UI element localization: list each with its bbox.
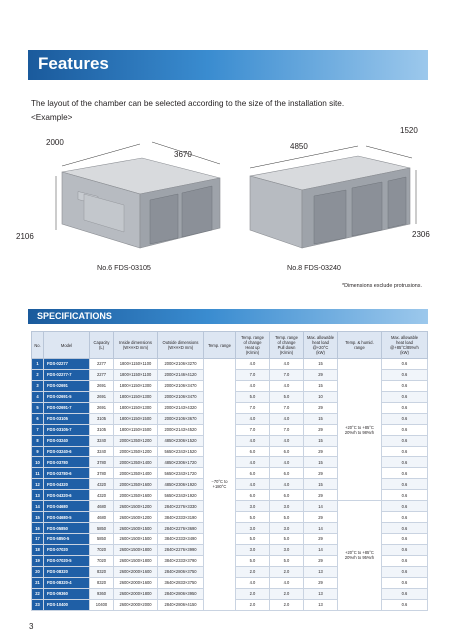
cell-heat-load-20: 29 [304, 490, 338, 501]
cell-heat-load-20: 29 [304, 369, 338, 380]
cell-pull-down: 4.0 [270, 577, 304, 588]
cell-inside-dimensions: 2000×1350×1600 [114, 490, 158, 501]
cell-pull-down: 2.0 [270, 599, 304, 610]
cell-heat-load-20: 13 [304, 588, 338, 599]
cell-no: 16 [32, 523, 44, 534]
page-number: 3 [29, 622, 34, 631]
cell-heat-load-85: 0.6 [382, 523, 428, 534]
cell-inside-dimensions: 1800×1150×1100 [114, 369, 158, 380]
cell-heat-load-20: 29 [304, 577, 338, 588]
cell-outside-dimensions: 2840×2276×3690 [158, 523, 204, 534]
cell-pull-down: 6.0 [270, 446, 304, 457]
cell-outside-dimensions: 4850×2306×1720 [158, 457, 204, 468]
cell-heat-load-85: 0.6 [382, 534, 428, 545]
header-model: Model [44, 332, 90, 359]
cell-temp-humid-range: +20°C to +85°C 20%rh to 98%rh [338, 359, 382, 501]
cell-heat-up: 6.0 [236, 490, 270, 501]
table-row [32, 359, 428, 370]
cell-heat-up: 4.0 [236, 359, 270, 370]
cell-heat-up: 7.0 [236, 369, 270, 380]
cell-capacity: 3240 [90, 435, 114, 446]
cell-no: 1 [32, 359, 44, 370]
cell-outside-dimensions: 2000×2106×3470 [158, 391, 204, 402]
cell-heat-load-85: 0.6 [382, 369, 428, 380]
chamber-figure-no8 [240, 120, 432, 280]
cell-no: 8 [32, 435, 44, 446]
cell-inside-dimensions: 2000×1350×1400 [114, 457, 158, 468]
cell-no: 14 [32, 501, 44, 512]
table-header-row [32, 332, 428, 359]
cell-model: FDS-10400 [44, 599, 90, 610]
cell-capacity: 7020 [90, 544, 114, 555]
cell-no: 21 [32, 577, 44, 588]
cell-heat-load-20: 29 [304, 424, 338, 435]
cell-pull-down: 7.0 [270, 402, 304, 413]
intro-example-label: <Example> [31, 113, 73, 122]
cell-model: FDS-04680-5 [44, 512, 90, 523]
cell-no: 2 [32, 369, 44, 380]
cell-model: FDS-07020-5 [44, 555, 90, 566]
cell-heat-up: 7.0 [236, 402, 270, 413]
cell-heat-load-85: 0.6 [382, 468, 428, 479]
cell-heat-up: 5.0 [236, 512, 270, 523]
cell-outside-dimensions: 5650×2343×1720 [158, 468, 204, 479]
cell-heat-up: 4.0 [236, 380, 270, 391]
cell-heat-up: 3.0 [236, 501, 270, 512]
cell-no: 3 [32, 380, 44, 391]
cell-heat-load-20: 29 [304, 512, 338, 523]
cell-model: FDS-03240-6 [44, 446, 90, 457]
cell-heat-load-20: 10 [304, 391, 338, 402]
specifications-title: SPECIFICATIONS [37, 311, 112, 321]
cell-heat-up: 4.0 [236, 479, 270, 490]
cell-capacity: 8320 [90, 577, 114, 588]
cell-pull-down: 4.0 [270, 359, 304, 370]
cell-capacity: 3105 [90, 413, 114, 424]
cell-model: FDS-02691 [44, 380, 90, 391]
cell-heat-load-20: 29 [304, 446, 338, 457]
cell-outside-dimensions: 4850×2306×1520 [158, 435, 204, 446]
features-title: Features [38, 54, 109, 73]
cell-heat-load-85: 0.6 [382, 566, 428, 577]
cell-inside-dimensions: 2600×1500×1200 [114, 501, 158, 512]
cell-no: 22 [32, 588, 44, 599]
cell-heat-load-85: 0.6 [382, 599, 428, 610]
cell-outside-dimensions: 2000×2106×3670 [158, 413, 204, 424]
header-outside-dimensions: Outside dimensions (W×H×D mm) [158, 332, 204, 359]
cell-pull-down: 5.0 [270, 555, 304, 566]
dim-width-no6: 3670 [174, 150, 192, 159]
cell-outside-dimensions: 2840×2276×3990 [158, 544, 204, 555]
cell-pull-down: 7.0 [270, 369, 304, 380]
cell-heat-load-85: 0.6 [382, 588, 428, 599]
cell-inside-dimensions: 2600×1500×1500 [114, 523, 158, 534]
header-heat-up: Temp. range of change Heat up (K/min) [236, 332, 270, 359]
cell-model: FDS-08320 [44, 566, 90, 577]
cell-model: FDS-07020 [44, 544, 90, 555]
cell-pull-down: 4.0 [270, 380, 304, 391]
cell-no: 13 [32, 490, 44, 501]
cell-inside-dimensions: 1800×1150×1300 [114, 391, 158, 402]
cell-model: FDS-02277-7 [44, 369, 90, 380]
cell-outside-dimensions: 2000×2106×3270 [158, 359, 204, 370]
cell-heat-up: 4.0 [236, 457, 270, 468]
cell-no: 20 [32, 566, 44, 577]
cell-model: FDS-04320 [44, 479, 90, 490]
cell-capacity: 4320 [90, 479, 114, 490]
cell-outside-dimensions: 3840×2333×3790 [158, 555, 204, 566]
cell-no: 10 [32, 457, 44, 468]
cell-heat-up: 2.0 [236, 599, 270, 610]
cell-heat-load-20: 13 [304, 599, 338, 610]
cell-heat-load-85: 0.6 [382, 359, 428, 370]
cell-no: 12 [32, 479, 44, 490]
cell-heat-up: 5.0 [236, 391, 270, 402]
cell-pull-down: 4.0 [270, 435, 304, 446]
cell-pull-down: 6.0 [270, 490, 304, 501]
dimension-note: *Dimensions exclude protrusions. [342, 283, 422, 289]
cell-heat-load-20: 14 [304, 523, 338, 534]
figure-caption-no6: No.6 FDS-03105 [97, 263, 151, 272]
cell-pull-down: 5.0 [270, 534, 304, 545]
cell-no: 15 [32, 512, 44, 523]
cell-no: 7 [32, 424, 44, 435]
cell-pull-down: 3.0 [270, 523, 304, 534]
cell-capacity: 4320 [90, 490, 114, 501]
cell-capacity: 2691 [90, 380, 114, 391]
cell-inside-dimensions: 2600×1500×1800 [114, 544, 158, 555]
cell-outside-dimensions: 2000×2143×4320 [158, 402, 204, 413]
cell-heat-load-85: 0.6 [382, 413, 428, 424]
cell-inside-dimensions: 2600×2000×1600 [114, 577, 158, 588]
cell-heat-load-20: 15 [304, 479, 338, 490]
cell-capacity: 9360 [90, 588, 114, 599]
cell-outside-dimensions: 2000×2106×3470 [158, 380, 204, 391]
cell-capacity: 3105 [90, 424, 114, 435]
cell-outside-dimensions: 4850×2306×1920 [158, 479, 204, 490]
cell-inside-dimensions: 1800×1150×1500 [114, 424, 158, 435]
cell-outside-dimensions: 3840×2333×3490 [158, 534, 204, 545]
cell-model: FDS-02691-5 [44, 391, 90, 402]
cell-heat-load-85: 0.6 [382, 435, 428, 446]
cell-heat-load-20: 14 [304, 544, 338, 555]
cell-heat-up: 3.0 [236, 544, 270, 555]
cell-heat-up: 5.0 [236, 534, 270, 545]
dim-height-no8: 2306 [412, 230, 430, 239]
chamber-illustration-no8 [240, 120, 432, 260]
cell-capacity: 2691 [90, 391, 114, 402]
cell-outside-dimensions: 2000×2143×4520 [158, 424, 204, 435]
cell-model: FDS-09360 [44, 588, 90, 599]
cell-no: 4 [32, 391, 44, 402]
cell-model: FDS-04680 [44, 501, 90, 512]
cell-capacity: 2691 [90, 402, 114, 413]
cell-model: FDS-02277 [44, 359, 90, 370]
cell-heat-load-20: 15 [304, 380, 338, 391]
cell-heat-load-20: 15 [304, 457, 338, 468]
cell-heat-load-20: 14 [304, 501, 338, 512]
cell-heat-load-85: 0.6 [382, 479, 428, 490]
cell-inside-dimensions: 1800×1150×1300 [114, 402, 158, 413]
cell-heat-load-20: 29 [304, 402, 338, 413]
cell-capacity: 4680 [90, 512, 114, 523]
dim-depth-no8: 1520 [400, 126, 418, 135]
cell-heat-load-85: 0.6 [382, 457, 428, 468]
cell-heat-up: 2.0 [236, 566, 270, 577]
cell-model: FDS-02691-7 [44, 402, 90, 413]
cell-model: FDS-5850-5 [44, 534, 90, 545]
cell-pull-down: 4.0 [270, 479, 304, 490]
cell-outside-dimensions: 5650×2343×1920 [158, 490, 204, 501]
cell-inside-dimensions: 2000×1350×1400 [114, 468, 158, 479]
cell-model: FDS-03105 [44, 413, 90, 424]
cell-heat-up: 3.0 [236, 523, 270, 534]
cell-no: 11 [32, 468, 44, 479]
figure-caption-no8: No.8 FDS-03240 [287, 263, 341, 272]
header-inside-dimensions: Inside dimensions (W×H×D mm) [114, 332, 158, 359]
cell-no: 23 [32, 599, 44, 610]
chamber-figure-no6 [16, 120, 234, 280]
cell-no: 6 [32, 413, 44, 424]
cell-pull-down: 2.0 [270, 588, 304, 599]
cell-heat-up: 6.0 [236, 468, 270, 479]
cell-inside-dimensions: 2600×1500×1200 [114, 512, 158, 523]
cell-no: 9 [32, 446, 44, 457]
cell-heat-load-85: 0.6 [382, 391, 428, 402]
cell-heat-load-85: 0.6 [382, 501, 428, 512]
cell-inside-dimensions: 2600×1500×1800 [114, 555, 158, 566]
cell-pull-down: 7.0 [270, 424, 304, 435]
dim-depth-no6: 2000 [46, 138, 64, 147]
cell-heat-up: 7.0 [236, 424, 270, 435]
cell-model: FDS-05850 [44, 523, 90, 534]
cell-capacity: 3780 [90, 468, 114, 479]
cell-pull-down: 5.0 [270, 512, 304, 523]
features-banner [28, 50, 428, 80]
cell-inside-dimensions: 1800×1150×1100 [114, 359, 158, 370]
cell-heat-load-20: 13 [304, 566, 338, 577]
cell-no: 5 [32, 402, 44, 413]
cell-no: 17 [32, 534, 44, 545]
cell-capacity: 2277 [90, 369, 114, 380]
cell-capacity: 3240 [90, 446, 114, 457]
cell-heat-up: 2.0 [236, 588, 270, 599]
cell-inside-dimensions: 1800×1150×1300 [114, 380, 158, 391]
header-no: No. [32, 332, 44, 359]
cell-inside-dimensions: 2600×2000×1800 [114, 588, 158, 599]
cell-pull-down: 5.0 [270, 391, 304, 402]
cell-heat-load-85: 0.6 [382, 424, 428, 435]
header-capacity: Capacity (L) [90, 332, 114, 359]
cell-capacity: 4680 [90, 501, 114, 512]
specifications-banner [28, 309, 428, 324]
cell-heat-up: 4.0 [236, 435, 270, 446]
cell-outside-dimensions: 2840×2806×4150 [158, 599, 204, 610]
cell-model: FDS-04320-6 [44, 490, 90, 501]
cell-heat-load-85: 0.6 [382, 577, 428, 588]
cell-no: 18 [32, 544, 44, 555]
cell-capacity: 5850 [90, 523, 114, 534]
cell-pull-down: 4.0 [270, 413, 304, 424]
cell-heat-load-85: 0.6 [382, 380, 428, 391]
cell-outside-dimensions: 2840×2806×3750 [158, 566, 204, 577]
cell-outside-dimensions: 3840×2333×3190 [158, 512, 204, 523]
cell-outside-dimensions: 2840×2276×3330 [158, 501, 204, 512]
cell-inside-dimensions: 2600×1500×1500 [114, 534, 158, 545]
header-heat-load-85: Max. allowable heat load @+85°C/85%rh (kW) [382, 332, 428, 359]
cell-outside-dimensions: 5650×2343×1520 [158, 446, 204, 457]
cell-pull-down: 3.0 [270, 544, 304, 555]
cell-model: FDS-03240 [44, 435, 90, 446]
cell-model: FDS-08320-4 [44, 577, 90, 588]
header-pull-down: Temp. range of change Pull down (K/min) [270, 332, 304, 359]
cell-capacity: 7020 [90, 555, 114, 566]
cell-inside-dimensions: 2000×1350×1600 [114, 479, 158, 490]
cell-heat-load-20: 29 [304, 468, 338, 479]
cell-temp-range: −70°C to +180°C [204, 359, 236, 611]
cell-heat-up: 4.0 [236, 577, 270, 588]
cell-pull-down: 6.0 [270, 468, 304, 479]
cell-heat-load-85: 0.6 [382, 402, 428, 413]
cell-pull-down: 4.0 [270, 457, 304, 468]
cell-pull-down: 3.0 [270, 501, 304, 512]
cell-outside-dimensions: 2840×2806×3950 [158, 588, 204, 599]
cell-inside-dimensions: 1800×1150×1500 [114, 413, 158, 424]
cell-capacity: 5850 [90, 534, 114, 545]
cell-model: FDS-03780 [44, 457, 90, 468]
cell-heat-load-85: 0.6 [382, 544, 428, 555]
cell-heat-up: 5.0 [236, 555, 270, 566]
dim-width-no8: 4850 [290, 142, 308, 151]
cell-heat-load-20: 15 [304, 359, 338, 370]
intro-line-1: The layout of the chamber can be selected according to the size of the installation site. [31, 99, 345, 108]
cell-inside-dimensions: 2600×2000×2000 [114, 599, 158, 610]
cell-heat-load-20: 29 [304, 555, 338, 566]
cell-heat-load-20: 15 [304, 413, 338, 424]
cell-heat-up: 6.0 [236, 446, 270, 457]
cell-heat-load-20: 15 [304, 435, 338, 446]
cell-no: 19 [32, 555, 44, 566]
cell-heat-load-20: 29 [304, 534, 338, 545]
cell-capacity: 8320 [90, 566, 114, 577]
cell-inside-dimensions: 2000×1350×1200 [114, 446, 158, 457]
cell-heat-up: 4.0 [236, 413, 270, 424]
cell-inside-dimensions: 2000×1350×1200 [114, 435, 158, 446]
cell-heat-load-85: 0.6 [382, 512, 428, 523]
header-temp-range: Temp. range [204, 332, 236, 359]
specifications-table [31, 331, 428, 611]
header-temp-humid-range: Temp. & humid. range [338, 332, 382, 359]
cell-heat-load-85: 0.6 [382, 555, 428, 566]
cell-capacity: 2277 [90, 359, 114, 370]
cell-heat-load-85: 0.6 [382, 490, 428, 501]
header-heat-load-20: Max. allowable heat load @+20°C (kW) [304, 332, 338, 359]
cell-model: FDS-03780-6 [44, 468, 90, 479]
cell-inside-dimensions: 2600×2000×1600 [114, 566, 158, 577]
cell-outside-dimensions: 3640×2833×3750 [158, 577, 204, 588]
dim-height-no6: 2106 [16, 232, 34, 241]
cell-model: FDS-03105-7 [44, 424, 90, 435]
cell-temp-humid-range: +20°C to +85°C 20%rh to 95%rh [338, 501, 382, 610]
cell-capacity: 10400 [90, 599, 114, 610]
cell-pull-down: 2.0 [270, 566, 304, 577]
cell-capacity: 3780 [90, 457, 114, 468]
cell-outside-dimensions: 2000×2146×4120 [158, 369, 204, 380]
cell-heat-load-85: 0.6 [382, 446, 428, 457]
